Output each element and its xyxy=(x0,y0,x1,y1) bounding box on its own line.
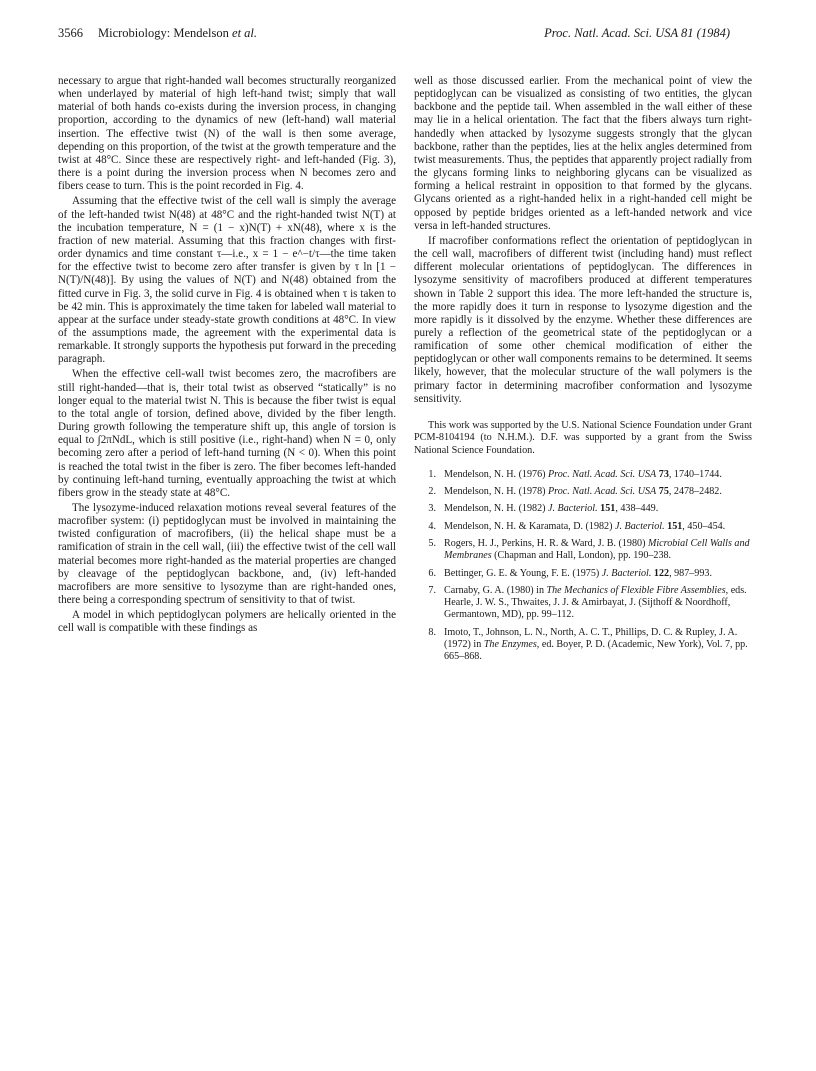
page-header xyxy=(58,26,730,48)
reference-item: 3. Mendelson, N. H. (1982) J. Bacteriol. 151, 438–449. xyxy=(428,503,659,515)
paragraph: If macrofiber conformations reflect the orientation of peptidoglycan in the cell wall, macrofibers of different twist (including hand) must reflect different molecular orientations of peptidoglycan. The differences in lysozyme sensitivity of macrofibers produced at different temperatures shown in Table 2 support this idea. The more left-handed the structure is, the more rapidly does it turn in response to lysozyme digestion and the more rapidly is it dissolved by the enzyme. Whether these differences are purely a reflection of the geometrical state of the peptidoglycan or a ramification of some other chemical modification of either the peptidoglycan or other wall components remains to be determined. It seems likely, however, that the molecular structure of the wall polymers is the primary factor in determining macrofiber conformation and lysozyme sensitivity. xyxy=(414,234,752,405)
acknowledgment: This work was supported by the U.S. National Science Foundation under Grant PCM-8104194 (to N.H.M.). D.F. was supported by a grant from the Swiss National Science Foundation. xyxy=(414,419,752,456)
reference-item: 8. Imoto, T., Johnson, L. N., North, A. C. T., Phillips, D. C. & Rupley, J. A. (1972) in The Enzymes, ed. Boyer, P. D. (Academic, New York), Vol. 7, pp. 665–868. xyxy=(428,626,748,663)
paragraph: Assuming that the effective twist of the cell wall is simply the average of the left-handed twist N(48) at 48°C and the right-handed twist N(T) at the incubation temperature, N = (1 − x)N(T) + xN(48), where x is the fraction of new material. Assuming that this fraction changes with first-order dynamics and time constant τ—i.e., x = 1 − e^−t/τ—the time taken for the effective twist to become zero after transfer is given by τ ln [1 − N(T)/N(48)]. By using the values of N(T) and N(48) obtained from the fitted curve in Fig. 3, the solid curve in Fig. 4 is obtained when τ is taken to be 42 min. This is approximately the time taken for labeled wall material to appear at the surface under steady-state growth conditions at 48°C. In view of the assumptions made, the agreement with the experimental data is remarkable. It strongly supports the hypothesis put forward in the preceding paragraph. xyxy=(58,195,396,366)
reference-item: 6. Bettinger, G. E. & Young, F. E. (1975) J. Bacteriol. 122, 987–993. xyxy=(428,567,712,579)
reference-item: 4. Mendelson, N. H. & Karamata, D. (1982) J. Bacteriol. 151, 450–454. xyxy=(428,520,726,532)
paragraph: A model in which peptidoglycan polymers are helically oriented in the cell wall is compatible with these findings as xyxy=(58,609,396,635)
left-column xyxy=(58,75,396,636)
reference-item: 2. Mendelson, N. H. (1978) Proc. Natl. Acad. Sci. USA 75, 2478–2482. xyxy=(428,486,722,498)
running-head: Microbiology: Mendelson et al. xyxy=(98,26,258,40)
journal-citation: Proc. Natl. Acad. Sci. USA 81 (1984) xyxy=(544,26,730,40)
reference-item: 5. Rogers, H. J., Perkins, H. R. & Ward, J. B. (1980) Microbial Cell Walls and Membranes (Chapman and Hall, London), pp. 190–238. xyxy=(428,537,750,562)
paragraph: The lysozyme-induced relaxation motions reveal several features of the macrofiber system: (i) peptidoglycan must be involved in maintaining the twisted configuration of macrofibers, (ii) the helical shape must be a ramification of strain in the cell wall, (iii) the effective twist of the cell wall material becomes more right-handed as the material properties are changed by cleavage of the peptidoglycan backbone, and, (iv) left-handed macrofibers are more sensitive to lysozyme than are right-handed ones, there being a corresponding spectrum of sensitivity to that of twist. xyxy=(58,502,396,607)
paragraph: When the effective cell-wall twist becomes zero, the macrofibers are still right-handed—that is, their total twist as observed “statically” is no longer equal to the material twist N. This is because the fiber twist is equal to the total angle of torsion, defined above, divided by the fiber length. During growth following the temperature shift up, this angle of torsion is equal to ∫2πNdL, which is still positive (i.e., right-hand) when N = 0, only becoming zero after a period of left-hand turning (N < 0). When this point is reached the total twist in the fiber is zero. The fiber becomes left-handed by continuing left-hand turning, eventually approaching the twist at which fibers grow in the steady state at 48°C. xyxy=(58,368,396,499)
paragraph: necessary to argue that right-handed wall becomes structurally reorganized when underlayed by material of high left-hand twist; simply that wall material of both hands co-exists during the inversion process, in changing proportion, according to the dynamics of new (left-hand) wall material insertion. The effective twist (N) of the wall is then some average, depending on this proportion, of the twist at the growth temperature and the twist at 48°C. Since these are respectively right- and left-handed (Fig. 3), there is a point during the inversion process when N becomes zero and fibers cease to turn. This is the point recorded in Fig. 4. xyxy=(58,75,396,193)
paragraph: well as those discussed earlier. From the mechanical point of view the peptidoglycan can be visualized as consisting of two entities, the glycan backbone and the peptide tail. When assembled in the wall either of these may lie in a helical orientation. The fact that the fibers always turn right-handedly when attacked by lysozyme suggests strongly that the glycan backbone, rather than the peptides, lies at the helix angles determined from twist measurements. Thus, the peptides that apparently project radially from the glycans forming links to neighboring glycans can be visualized as forming a helical restraint in opposition to that formed by the glycans. Glycans oriented as a right-handed helix in a right-handed cell might be opposed by peptide bridges oriented as a left-handed network and vice versa in left-handed structures. xyxy=(414,75,752,232)
right-column xyxy=(414,75,752,669)
reference-list xyxy=(414,469,752,664)
page-number: 3566 xyxy=(58,26,83,40)
reference-item: 7. Carnaby, G. A. (1980) in The Mechanics of Flexible Fibre Assemblies, eds. Hearle, J. W. S., Thwaites, J. J. & Amirbayat, J. (Sijthoff & Noordhoff, Germantown, MD), pp. 99–112. xyxy=(428,584,747,621)
reference-item: 1. Mendelson, N. H. (1976) Proc. Natl. Acad. Sci. USA 73, 1740–1744. xyxy=(428,468,722,480)
